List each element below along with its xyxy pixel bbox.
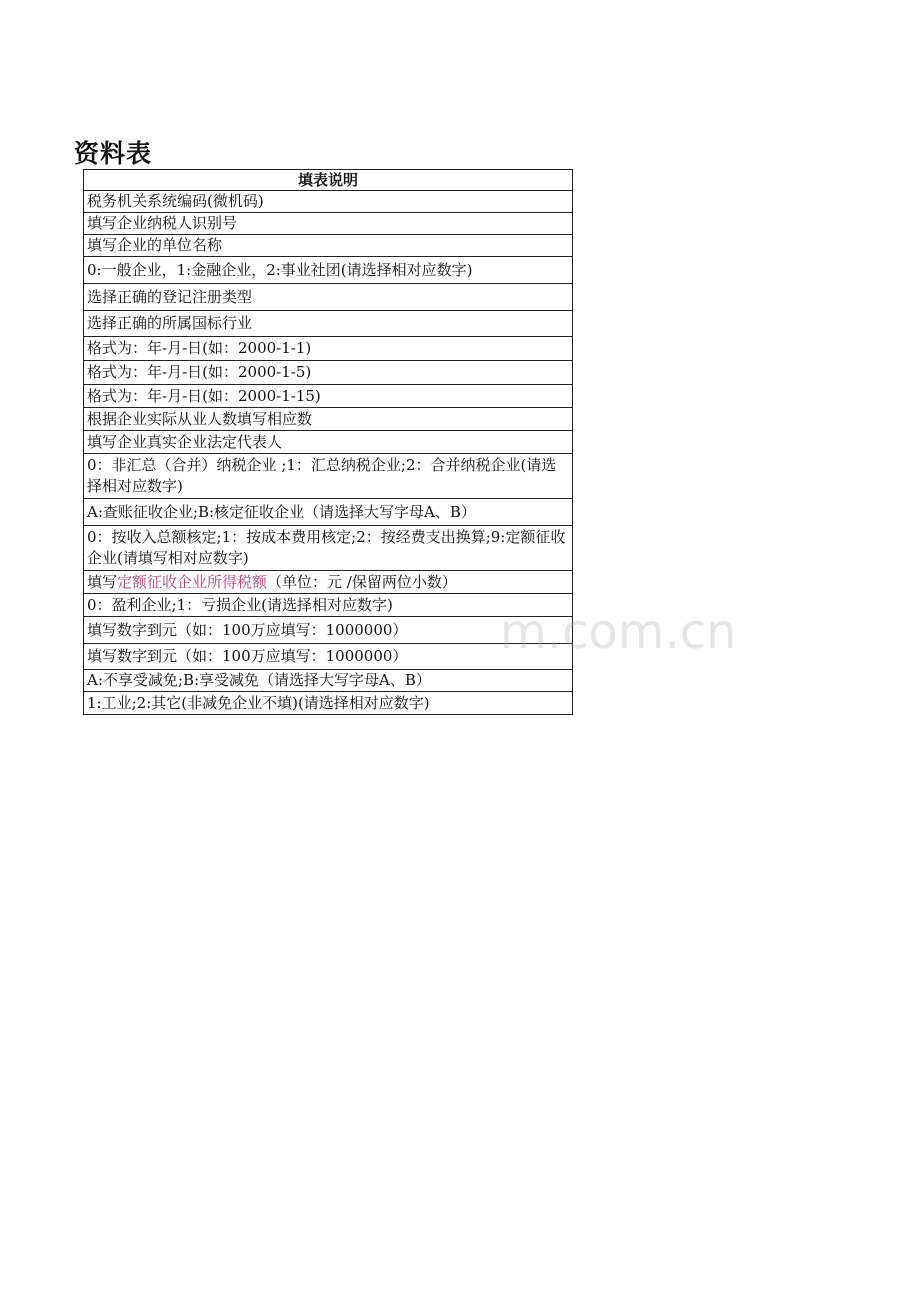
table-cell[interactable]: 选择正确的登记注册类型 <box>84 284 573 311</box>
table-row <box>84 644 573 670</box>
table-cell[interactable]: 0：非汇总（合并）纳税企业 ;1：汇总纳税企业;2：合并纳税企业(请选择相对应数字) <box>84 454 573 499</box>
table-row <box>84 571 573 594</box>
table-row <box>84 213 573 235</box>
table-row <box>84 454 573 499</box>
table-row <box>84 257 573 284</box>
table-row <box>84 311 573 337</box>
table-row <box>84 385 573 408</box>
table-row <box>84 526 573 571</box>
table-row <box>84 617 573 644</box>
table-cell[interactable]: 格式为：年-月-日(如：2000-1-1) <box>84 337 573 361</box>
table-cell[interactable]: 1:工业;2:其它(非减免企业不填)(请选择相对应数字) <box>84 692 573 715</box>
table-row <box>84 594 573 617</box>
table-cell[interactable]: 填写企业真实企业法定代表人 <box>84 431 573 454</box>
table-cell[interactable]: 根据企业实际从业人数填写相应数 <box>84 408 573 431</box>
table-cell[interactable]: 格式为：年-月-日(如：2000-1-15) <box>84 385 573 408</box>
table-cell[interactable] <box>84 571 573 594</box>
sheet-title: 资料表 <box>74 139 153 168</box>
table-cell[interactable]: 选择正确的所属国标行业 <box>84 311 573 337</box>
table-cell[interactable]: 填写企业纳税人识别号 <box>84 213 573 235</box>
table-cell[interactable]: 0：盈利企业;1：亏损企业(请选择相对应数字) <box>84 594 573 617</box>
highlighted-text: 定额征收企业所得税额 <box>117 572 268 591</box>
table-row <box>84 191 573 213</box>
table-row <box>84 361 573 385</box>
table-header-row <box>84 170 573 191</box>
table-cell[interactable]: 填写数字到元（如：100万应填写：1000000） <box>84 644 573 670</box>
instructions-table <box>83 169 573 715</box>
table-row <box>84 235 573 257</box>
table-cell[interactable]: 格式为：年-月-日(如：2000-1-5) <box>84 361 573 385</box>
cell-text-prefix: 填写 <box>87 572 118 591</box>
table-row <box>84 499 573 526</box>
table-cell[interactable]: 填写数字到元（如：100万应填写：1000000） <box>84 617 573 644</box>
table-cell[interactable]: 0：按收入总额核定;1：按成本费用核定;2：按经费支出换算;9:定额征收企业(请填写相对应数字) <box>84 526 573 571</box>
table-cell[interactable]: A:查账征收企业;B:核定征收企业（请选择大写字母A、B） <box>84 499 573 526</box>
table-row <box>84 431 573 454</box>
table-cell[interactable]: 税务机关系统编码(微机码) <box>84 191 573 213</box>
table-row <box>84 284 573 311</box>
column-header: 填表说明 <box>84 170 573 191</box>
watermark: m.com.cn <box>500 604 737 660</box>
table-row <box>84 670 573 692</box>
table-row <box>84 408 573 431</box>
table-cell[interactable]: 填写企业的单位名称 <box>84 235 573 257</box>
table-row <box>84 692 573 715</box>
table-cell[interactable]: A:不享受减免;B:享受减免（请选择大写字母A、B） <box>84 670 573 692</box>
cell-text-suffix: （单位：元 /保留两位小数） <box>267 572 457 591</box>
table-cell[interactable]: 0:一般企业，1:金融企业，2:事业社团(请选择相对应数字) <box>84 257 573 284</box>
table-row <box>84 337 573 361</box>
